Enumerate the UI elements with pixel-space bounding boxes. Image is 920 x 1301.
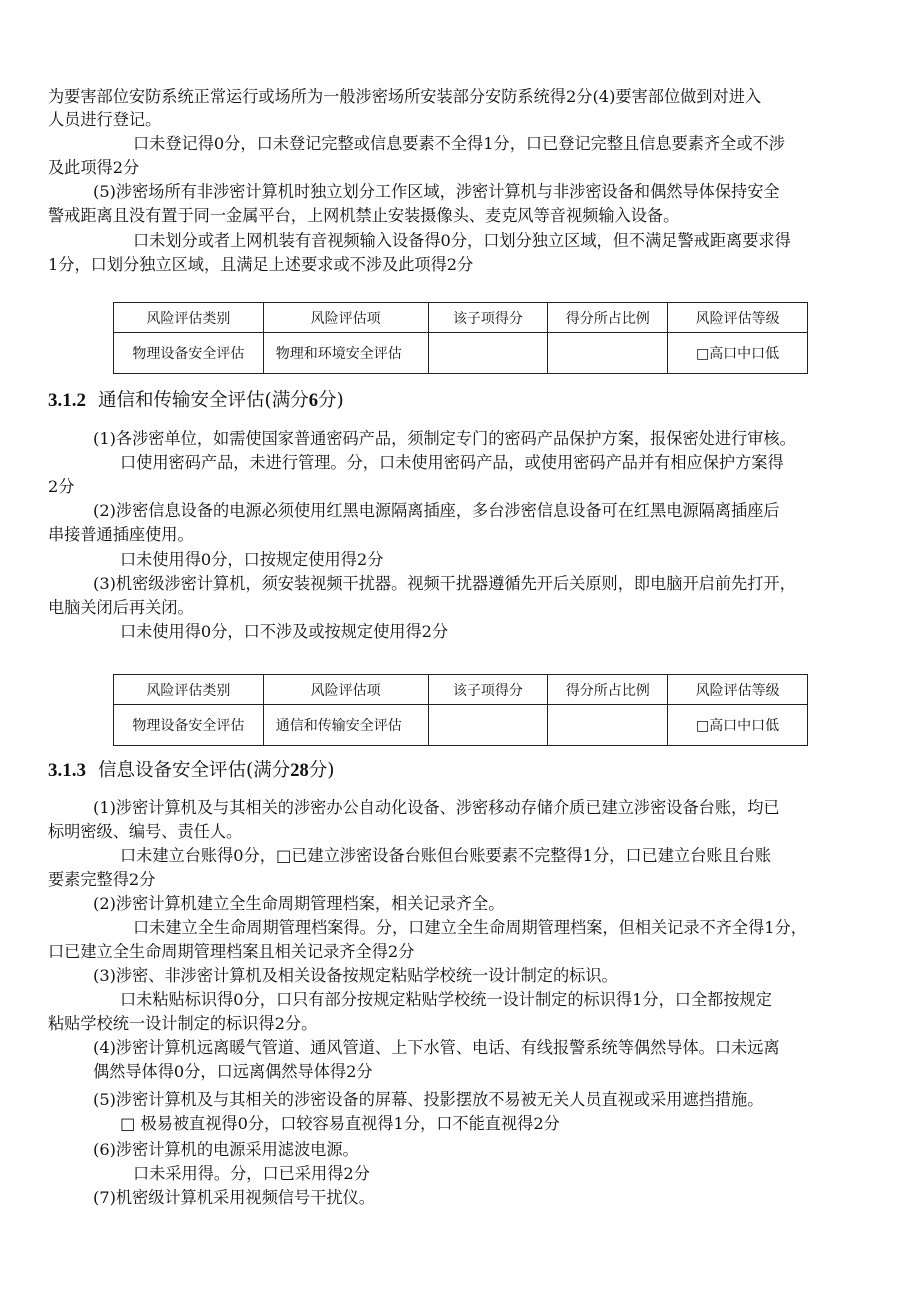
table-header-cell: 风险评估类别 [114,675,264,705]
table-row [114,333,808,374]
text-line: 为要害部位安防系统正常运行或场所为一般涉密场所安装部分安防系统得2分(4)要害部位做到对进入 [48,87,762,106]
risk-assessment-table [113,302,808,374]
table-header-cell: 风险评估项 [263,675,428,705]
text-line: 口已建立全生命周期管理档案且相关记录齐全得2分 [48,942,415,961]
section-title-close: 分) [317,390,344,411]
text-line: 警戒距离且没有置于同一金属平台，上网机禁止安装摄像头、麦克风等音视频输入设备。 [48,206,680,225]
text-line: □ 极易被直视得0分，口较容易直视得1分，口不能直视得2分 [120,1114,560,1133]
table-header-cell: 风险评估等级 [668,303,808,333]
text-line: 口未建立全生命周期管理档案得。分，口建立全生命周期管理档案，但相关记录不齐全得1分， [133,918,807,937]
text-line: 口未建立台账得0分，□已建立涉密设备台账但台账要素不完整得1分，口已建立台账且台账 [120,846,772,865]
text-line: (4)涉密计算机远离暖气管道、通风管道、上下水管、电话、有线报警系统等偶然导体。口未远离 [93,1038,780,1057]
section-title: 通信和传输安全评估(满分 [98,390,309,411]
text-line: 口未使用得0分，口按规定使用得2分 [120,550,384,569]
text-line: 及此项得2分 [48,158,140,177]
table-cell: 通信和传输安全评估 [263,705,428,746]
text-line: (5)涉密计算机及与其相关的涉密设备的屏幕、投影摆放不易被无关人员直视或采用遮挡措施。 [93,1090,764,1109]
table-header-row [114,675,808,705]
risk-level-cell[interactable]: □高口中口低 [668,705,808,746]
table-header-cell: 风险评估等级 [668,675,808,705]
table-row [114,705,808,746]
section-number: 3.1.3 [48,760,86,781]
score-cell[interactable] [428,705,548,746]
table-header-cell: 该子项得分 [428,675,548,705]
text-line: 人员进行登记。 [48,110,162,129]
section-heading [48,759,334,783]
ratio-cell[interactable] [548,333,668,374]
section-number: 3.1.2 [48,390,86,411]
table-header-cell: 得分所占比例 [548,303,668,333]
section-points: 28 [290,761,309,781]
section-heading [48,389,344,413]
text-line: (5)涉密场所有非涉密计算机时独立划分工作区域，涉密计算机与非涉密设备和偶然导体保持安全 [93,182,780,201]
section-points: 6 [308,391,318,411]
text-line: (3)机密级涉密计算机，须安装视频干扰器。视频干扰器遵循先开后关原则，即电脑开启前先打开， [93,574,796,593]
table-cell: 物理设备安全评估 [114,333,264,374]
table-header-cell: 风险评估类别 [114,303,264,333]
text-line: 1分，口划分独立区域，且满足上述要求或不涉及此项得2分 [48,255,474,274]
text-line: (7)机密级计算机采用视频信号干扰仪。 [93,1188,375,1207]
table-header-cell: 得分所占比例 [548,675,668,705]
score-cell[interactable] [428,333,548,374]
text-line: 口未采用得。分，口已采用得2分 [133,1164,370,1183]
text-line: 串接普通插座使用。 [48,525,194,544]
text-line: 标明密级、编号、责任人。 [48,822,243,841]
table-header-cell: 风险评估项 [263,303,428,333]
text-line: 电脑关闭后再关闭。 [48,598,194,617]
text-line: (1)涉密计算机及与其相关的涉密办公自动化设备、涉密移动存储介质已建立涉密设备台账，均已 [93,798,780,817]
table-cell: 物理设备安全评估 [114,705,264,746]
text-line: 口未使用得0分，口不涉及或按规定使用得2分 [120,622,449,641]
risk-level-cell[interactable]: □高口中口低 [668,333,808,374]
text-line: 口未划分或者上网机装有音视频输入设备得0分，口划分独立区域，但不满足警戒距离要求得 [133,231,791,250]
text-line: 口未登记得0分，口未登记完整或信息要素不全得1分，口已登记完整且信息要素齐全或不涉 [133,134,785,153]
table-header-cell: 该子项得分 [428,303,548,333]
section-title-close: 分) [308,760,335,781]
table-cell: 物理和环境安全评估 [263,333,428,374]
text-line: 口未粘贴标识得0分，口只有部分按规定粘贴学校统一设计制定的标识得1分，口全都按规定 [120,990,772,1009]
text-line: 要素完整得2分 [48,870,156,889]
text-line: (2)涉密信息设备的电源必须使用红黑电源隔离插座，多台涉密信息设备可在红黑电源隔离插座后 [93,501,780,520]
text-line: 2分 [48,477,75,496]
risk-assessment-table [113,674,808,746]
text-line: (1)各涉密单位，如需使国家普通密码产品，须制定专门的密码产品保护方案，报保密处进行审核。 [93,429,796,448]
text-line: (3)涉密、非涉密计算机及相关设备按规定粘贴学校统一设计制定的标识。 [93,966,618,985]
text-line: 粘贴学校统一设计制定的标识得2分。 [48,1014,318,1033]
text-line: 偶然导体得0分，口远离偶然导体得2分 [93,1062,373,1081]
section-title: 信息设备安全评估(满分 [98,760,291,781]
table-header-row [114,303,808,333]
text-line: 口使用密码产品，未进行管理。分，口未使用密码产品，或使用密码产品并有相应保护方案得 [120,453,784,472]
text-line: (6)涉密计算机的电源采用滤波电源。 [93,1140,359,1159]
ratio-cell[interactable] [548,705,668,746]
text-line: (2)涉密计算机建立全生命周期管理档案，相关记录齐全。 [93,894,505,913]
